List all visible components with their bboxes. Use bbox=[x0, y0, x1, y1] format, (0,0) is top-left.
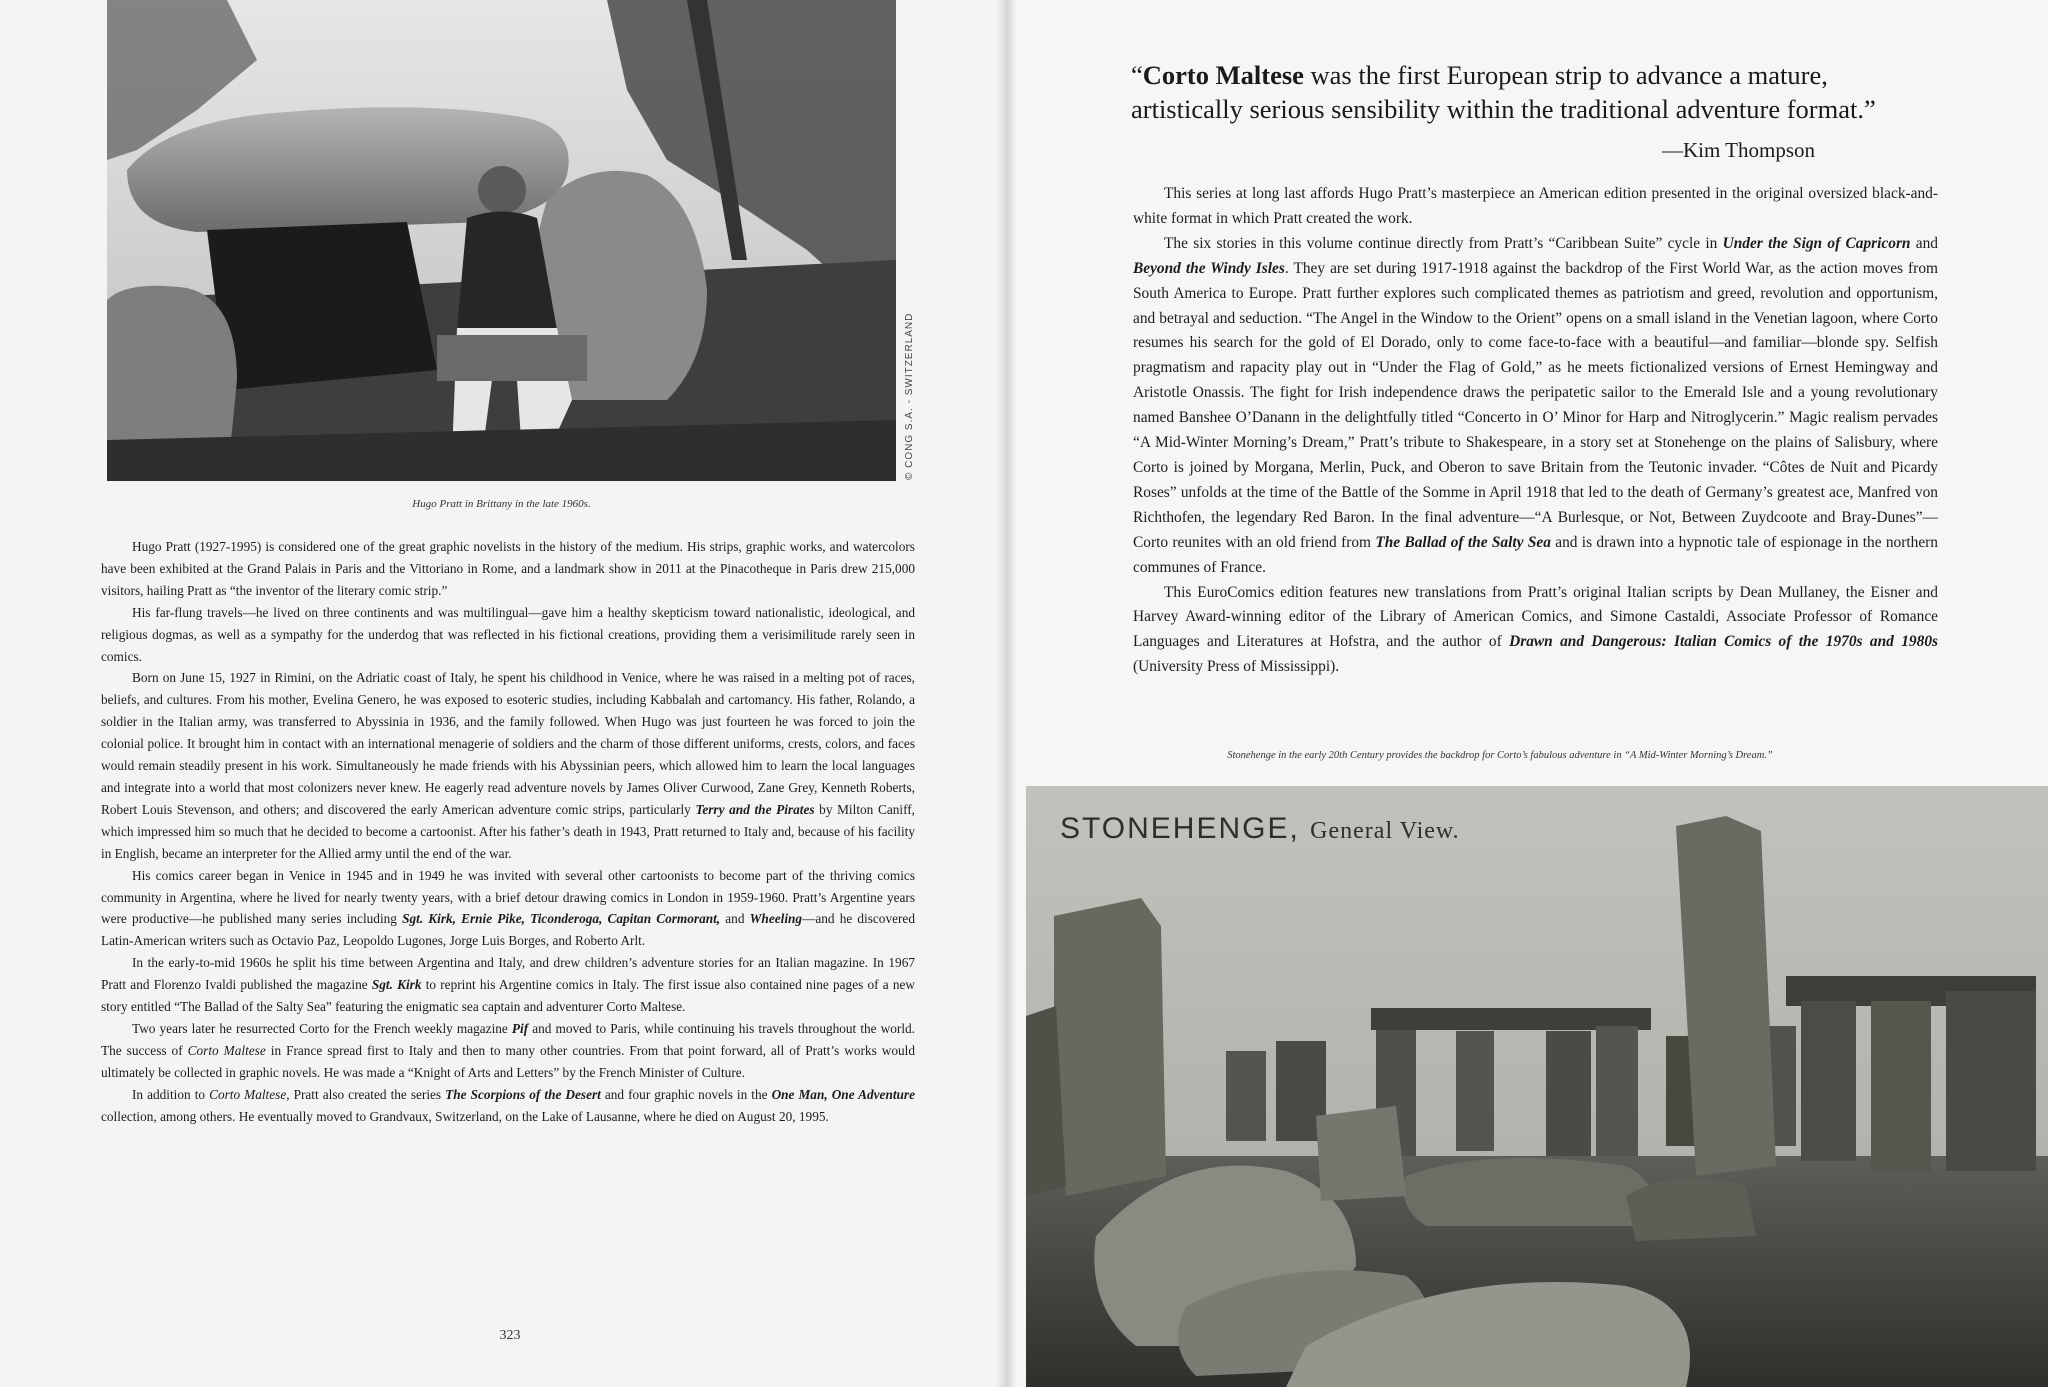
photograph-of-man-seated-by-dolmen-icon bbox=[107, 0, 896, 481]
text-run: and moved to Paris, while continuing his travels throughout the world. The success of bbox=[101, 1020, 916, 1058]
title-run: Terry and the Pirates bbox=[695, 801, 815, 817]
stonehenge-title bbox=[1060, 812, 1460, 846]
text-run: to reprint his Argentine comics in Italy. The first issue also contained nine pages of a new story entitled “The Ballad of the Salty Sea” featuring the enigmatic sea captain and adventurer Corto Maltese. bbox=[101, 977, 915, 1015]
text-run: in France spread first to Italy and then to many other countries. From that point forward, all of Pratt’s works would ultimately be collected in graphic novels. He was made a “Knight of Arts and Letters” by the French Minister of Culture. bbox=[101, 1042, 915, 1080]
bio-paragraph bbox=[101, 602, 915, 668]
title-run: One Man, One Adventure bbox=[771, 1086, 916, 1102]
left-page bbox=[0, 0, 1004, 1387]
pull-quote-open: “ bbox=[1131, 60, 1143, 90]
text-run: and four graphic novels in the bbox=[600, 1086, 772, 1102]
title-run: The Ballad of the Salty Sea bbox=[1375, 533, 1551, 551]
pull-quote-attribution: —Kim Thompson bbox=[1661, 138, 1815, 162]
title-run: Beyond the Windy Isles bbox=[1133, 259, 1285, 277]
series-introduction-text bbox=[1133, 182, 1938, 680]
text-run: His comics career began in Venice in 1945 and in 1949 he was invited with several other cartoonists to become part of the thriving comics community in Argentina, where he lived for nearly twenty years, with a brief detour drawing comics in London in 1959-1960. Pratt’s Argentine years were productive—he published many series including bbox=[101, 867, 915, 927]
bio-paragraph bbox=[101, 1018, 915, 1084]
text-run: Born on June 15, 1927 in Rimini, on the Adriatic coast of Italy, he spent his childhood in Venice, where he was raised in a melting pot of races, beliefs, and cultures. From his mother, Evelina Genero, he was exposed to esoteric studies, including Kabbalah and cartomancy. His father, Rolando, a soldier in the Italian army, was transferred to Abyssinia in 1936, and the family followed. When Hugo was just fourteen he was forced to join the colonial police. It brought him in contact with an international menagerie of soldiers and the charm of those different uniforms, crests, colors, and faces would remain steadily present in his work. Simultaneously he made friends with his Abyssinian peers, which allowed him to learn the local languages and integrate into a world that most colonizers never knew. He eagerly read adventure novels by James Oliver Curwood, Zane Grey, Kenneth Roberts, Robert Louis Stevenson, and others; and discovered the early American adventure comic strips, particularly bbox=[101, 670, 915, 817]
text-run: This series at long last affords Hugo Pratt’s masterpiece an American edition presented in the original oversized black-and-white format in which Pratt created the work. bbox=[1133, 185, 1938, 227]
title-run: Wheeling bbox=[749, 911, 803, 927]
title-run: Corto Maltese bbox=[209, 1086, 287, 1102]
intro-paragraph bbox=[1133, 581, 1938, 681]
text-run: His far-flung travels—he lived on three continents and was multilingual—gave him a healthy skepticism toward nationalistic, ideological, and religious dogmas, as well as a sympathy for the underdog that was reflected in his fictional creations, providing them a verisimilitude rarely seen in comics. bbox=[101, 604, 915, 664]
bio-paragraph bbox=[101, 865, 915, 953]
photo-credit: © CONG S.A. - SWITZERLAND bbox=[904, 312, 915, 480]
bio-paragraph bbox=[101, 536, 915, 602]
text-run: and is drawn into a hypnotic tale of espionage in the northern communes of France. bbox=[1133, 533, 1938, 576]
bio-paragraph bbox=[101, 667, 915, 864]
text-run: The six stories in this volume continue directly from Pratt’s “Caribbean Suite” cycle in bbox=[1164, 234, 1723, 252]
stonehenge-title-main: STONEHENGE bbox=[1060, 812, 1290, 845]
title-run: Pif bbox=[511, 1020, 529, 1036]
photo-caption: Hugo Pratt in Brittany in the late 1960s. bbox=[412, 498, 591, 510]
text-run: . They are set during 1917-1918 against the backdrop of the First World War, as the action moves from South America to Europe. Pratt further explores such complicated themes as patriotism and greed, revolution and opportunism, and betrayal and seduction. “The Angel in the Window to the Orient” opens on a small island in the Venetian lagoon, where Corto resumes his search for the gold of El Dorado, only to come face-to-face with a beautiful—and familiar—blonde spy. Selfish pragmatism and rapacity play out in “Under the Flag of Gold,” as he meets fictionalized versions of Ernest Hemingway and Aristotle Onassis. The fight for Irish independence draws the peripatetic sailor to the Emerald Isle and a young revolutionary named Banshee O’Danann in the delightfully titled “Concerto in O’ Minor for Harp and Nitroglycerin.” Magic realism pervades “A Mid-Winter Morning’s Dream,” Pratt’s tribute to Shakespeare, in a story set at Stonehenge on the plains of Salisbury, where Corto is joined by Morgana, Merlin, Puck, and Oberon to save Britain from the Teutonic invader. “Côtes de Nuit and Picardy Roses” unfolds at the time of the Battle of the Somme in April 1918 that led to the death of Germany’s greatest ace, Manfred von Richthofen, the legendary Red Baron. In the final adventure—“A Burlesque, or Not, Between Zuydcoote and Bray-Dunes”—Corto reunites with an old friend from bbox=[1133, 259, 1938, 551]
title-run: Under the Sign of Capricorn bbox=[1722, 234, 1911, 252]
bio-paragraph bbox=[101, 952, 915, 1018]
title-run: Sgt. Kirk bbox=[371, 977, 422, 993]
text-run: In addition to bbox=[132, 1086, 210, 1102]
intro-paragraph bbox=[1133, 232, 1938, 581]
text-run: , Pratt also created the series bbox=[286, 1086, 446, 1102]
pull-quote bbox=[1131, 58, 1941, 126]
biography-text bbox=[101, 536, 915, 1127]
page-number: 323 bbox=[499, 1328, 521, 1343]
bio-paragraph bbox=[101, 1084, 915, 1128]
title-run: Sgt. Kirk, Ernie Pike, Ticonderoga, Capitan Cormorant, bbox=[402, 911, 721, 927]
text-run: This EuroComics edition features new translations from Pratt’s original Italian scripts by Dean Mullaney, the Eisner and Harvey Award-winning editor of the Library of American Comics, and Simone Castaldi, Associate Professor of Romance Languages and Literatures at Hofstra, and the author of bbox=[1133, 583, 1938, 651]
title-run: Corto Maltese bbox=[187, 1042, 266, 1058]
pull-quote-brand: Corto Maltese bbox=[1142, 60, 1304, 90]
title-run: The Scorpions of the Desert bbox=[445, 1086, 601, 1102]
text-run: by Milton Caniff, which impressed him so much that he decided to become a cartoonist. After his father’s death in 1943, Pratt returned to Italy and, because of his facility in English, became an interpreter for the Allied army until the end of the war. bbox=[101, 801, 916, 861]
stonehenge-caption: Stonehenge in the early 20th Century provides the backdrop for Corto’s fabulous adventure in “A Mid-Winter Morning’s Dream.” bbox=[1227, 750, 1773, 761]
text-run: —and he discovered Latin-American writers such as Octavio Paz, Leopoldo Lugones, Jorge Luis Borges, and Roberto Arlt. bbox=[101, 911, 915, 949]
text-run: (University Press of Mississippi). bbox=[1133, 658, 1340, 676]
stonehenge-title-separator: , bbox=[1289, 812, 1311, 845]
stonehenge-title-sub: General View. bbox=[1310, 818, 1460, 844]
intro-paragraph bbox=[1133, 182, 1938, 232]
text-run: and bbox=[1910, 234, 1939, 252]
title-run: Drawn and Dangerous: Italian Comics of the 1970s and 1980s bbox=[1509, 633, 1938, 651]
text-run: collection, among others. He eventually moved to Grandvaux, Switzerland, on the Lake of Lausanne, where he died on August 20, 1995. bbox=[101, 1108, 829, 1124]
text-run: and bbox=[720, 911, 750, 927]
photograph-of-stonehenge-icon bbox=[1026, 786, 2048, 1387]
book-gutter bbox=[996, 0, 1016, 1387]
text-run: Hugo Pratt (1927-1995) is considered one of the great graphic novelists in the history of the medium. His strips, graphic works, and watercolors have been exhibited at the Grand Palais in Paris and the Vittoriano in Rome, and a landmark show in 2011 at the Pinacotheque in Paris drew 215,000 visitors, hailing Pratt as “the inventor of the literary comic strip.” bbox=[101, 539, 915, 598]
pull-quote-text: was the first European strip to advance a mature, artistically serious sensibility within the traditional adventure format.” bbox=[1131, 60, 1876, 124]
text-run: Two years later he resurrected Corto for the French weekly magazine bbox=[132, 1020, 512, 1036]
text-run: In the early-to-mid 1960s he split his time between Argentina and Italy, and drew children’s adventure stories for an Italian magazine. In 1967 Pratt and Florenzo Ivaldi published the magazine bbox=[101, 955, 915, 993]
